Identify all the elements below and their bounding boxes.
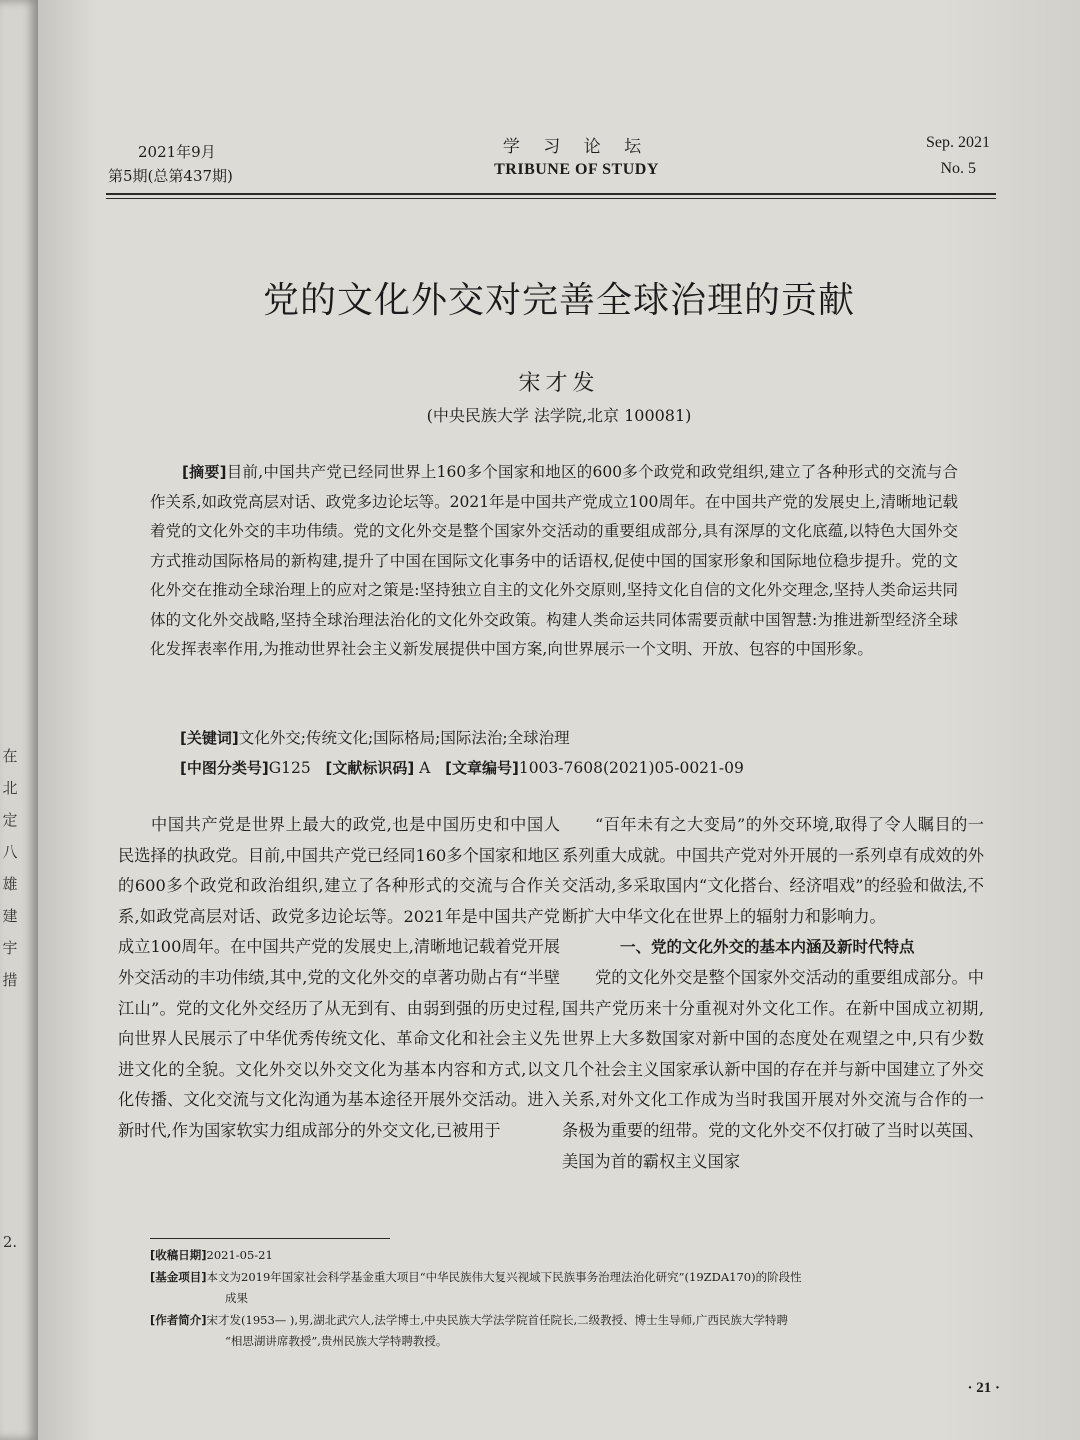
- fund-text: 本文为2019年国家社会科学基金重大项目“中华民族伟大复兴视域下民族事务治理法治化研究”(19ZDA170)的阶段性: [206, 1269, 802, 1284]
- edge-glyph: 在: [2, 747, 18, 765]
- footnote-fund: [150, 1268, 970, 1287]
- edge-glyph: 北: [2, 779, 18, 797]
- edge-glyph: 2.: [2, 1233, 18, 1251]
- classification-line: [180, 757, 744, 778]
- footnote-received: [150, 1246, 970, 1265]
- journal-page: [38, 0, 1080, 1440]
- body-right-column: [562, 810, 984, 1177]
- header-issue-en: No. 5: [940, 160, 976, 177]
- keywords: [180, 726, 570, 748]
- article-title: 党的文化外交对完善全球治理的贡献: [262, 280, 855, 321]
- body-paragraph: “百年未有之大变局”的外交环境,取得了令人瞩目的一系列重大成就。中国共产党对外开展的一系列卓有成效的外交活动,多采取国内“文化搭台、经济唱戏”的经验和做法,不断扩大中华文化在世界上的辐射力和影响力。: [562, 815, 984, 926]
- page-number: · 21 ·: [967, 1380, 1000, 1396]
- header-rule: [106, 198, 996, 199]
- edge-glyph: 措: [2, 971, 18, 989]
- abstract-label: [摘要]: [182, 463, 227, 481]
- journal-name-cn: 学 习 论 坛: [502, 137, 651, 157]
- abstract-text: 目前,中国共产党已经同世界上160多个国家和地区的600多个政党和政党组织,建立了各种形式的交流与合作关系,如政党高层对话、政党多边论坛等。2021年是中国共产党成立100周年。在中国共产党的发展史上,清晰地记载着党的文化外交的丰功伟绩。党的文化外交是整个国家外交活动的重要组成部分,具有深厚的文化底蕴,以特色大国外交方式推动国际格局的新构建,提升了中国在国际文化事务中的话语权,促使中国的国家形象和国际地位稳步提升。党的文化外交在推动全球治理上的应对之策是:坚持独立自主的文化外交原则,坚持文化自信的文化外交理念,坚持人类命运共同体的文化外交战略,坚持全球治理法治化的文化外交政策。构建人类命运共同体需要贡献中国智慧:为推进新型经济全球化发挥表率作用,为推动世界社会主义新发展提供中国方案,向世界展示一个文明、开放、包容的中国形象。: [150, 463, 958, 658]
- header-center: [38, 132, 1080, 179]
- journal-name-en: TRIBUNE OF STUDY: [494, 161, 659, 178]
- footnote-author-cont: “相思湖讲席教授”,贵州民族大学特聘教授。: [225, 1334, 448, 1348]
- section-heading: 一、党的文化外交的基本内涵及新时代特点: [620, 938, 915, 957]
- keywords-label: [关键词]: [180, 729, 239, 747]
- facing-page-glyphs: [0, 740, 20, 1258]
- header-issue-cn: 第5期(总第437期): [108, 167, 233, 185]
- clc-value: G125: [268, 759, 311, 777]
- article-no-label: [文章编号]: [445, 759, 519, 777]
- author-bio-label: [作者简介]: [150, 1312, 207, 1327]
- abstract: [150, 458, 958, 665]
- edge-glyph: 建: [2, 907, 18, 925]
- edge-glyph: 八: [2, 843, 18, 861]
- edge-glyph: 雄: [2, 875, 18, 893]
- edge-glyph: 定: [2, 811, 18, 829]
- body-paragraph: 中国共产党是世界上最大的政党,也是中国历史和中国人民选择的执政党。目前,中国共产党已经同160多个国家和地区的600多个政党和政治组织,建立了各种形式的交流与合作关系,如政党高层对话、政党多边论坛等。2021年是中国共产党成立100周年。在中国共产党的发展史上,清晰地记载着党开展外交活动的丰功伟绩,其中,党的文化外交的卓著功勋占有“半壁江山”。党的文化外交经历了从无到有、由弱到强的历史过程,向世界人民展示了中华优秀传统文化、革命文化和社会主义先进文化的全貌。文化外交以外交文化为基本内容和方式,以文化传播、文化交流与文化沟通为基本途径开展外交活动。进入新时代,作为国家软实力组成部分的外交文化,已被用于: [118, 815, 560, 1140]
- header-right: [926, 130, 990, 182]
- author-bio-text: 宋才发(1953— ),男,湖北武穴人,法学博士,中央民族大学法学院首任院长,二级教授、博士生导师,广西民族大学特聘: [206, 1312, 788, 1327]
- article-author: 宋才发: [518, 371, 600, 396]
- received-date: 2021-05-21: [206, 1248, 273, 1262]
- header-rule: [106, 193, 996, 195]
- received-label: [收稿日期]: [150, 1248, 207, 1262]
- doc-code-label: [文献标识码]: [325, 759, 415, 777]
- facing-page-edge: [0, 0, 38, 1440]
- author-affiliation: (中央民族大学 法学院,北京 100081): [426, 406, 692, 425]
- doc-code-value: A: [419, 759, 431, 777]
- body-left-column: [118, 810, 560, 1147]
- article-no-value: 1003-7608(2021)05-0021-09: [518, 759, 744, 777]
- header-date-cn: 2021年9月: [138, 143, 216, 161]
- footnote-author: [150, 1311, 970, 1330]
- fund-label: [基金项目]: [150, 1269, 207, 1284]
- clc-label: [中图分类号]: [180, 759, 269, 777]
- footnotes: [150, 1246, 970, 1354]
- keywords-text: 文化外交;传统文化;国际格局;国际法治;全球治理: [238, 729, 570, 747]
- footnote-fund-cont: 成果: [225, 1291, 248, 1305]
- edge-glyph: 宇: [2, 939, 18, 957]
- footnote-rule: [150, 1238, 390, 1239]
- header-date-en: Sep. 2021: [926, 134, 990, 151]
- body-paragraph: 党的文化外交是整个国家外交活动的重要组成部分。中国共产党历来十分重视对外文化工作。在新中国成立初期,世界上大多数国家对新中国的态度处在观望之中,只有少数几个社会主义国家承认新中国的存在并与新中国建立了外交关系,对外文化工作成为当时我国开展对外交流与合作的一条极为重要的纽带。党的文化外交不仅打破了当时以英国、美国为首的霸权主义国家: [562, 967, 984, 1171]
